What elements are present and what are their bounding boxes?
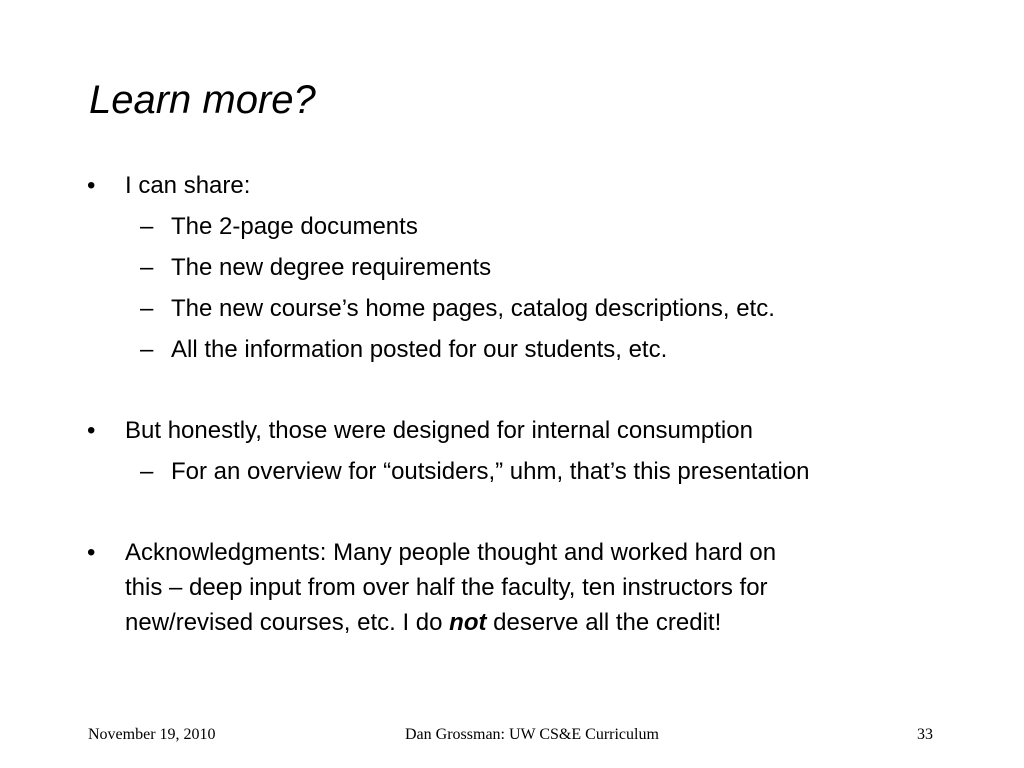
bullet-marker: •: [87, 417, 96, 444]
sub-bullet-marker: –: [140, 295, 154, 322]
bullet-marker: •: [87, 172, 96, 199]
bullet-text-line: [125, 605, 721, 640]
sub-bullet-text: The 2-page documents: [171, 213, 418, 240]
bullet-marker: •: [87, 539, 96, 566]
page-number: 33: [917, 726, 933, 743]
emphasis-text: not: [449, 609, 487, 636]
bullet-text-segment: deserve all the credit!: [486, 609, 722, 636]
bullet-text: I can share:: [125, 172, 251, 199]
sub-bullet-text: All the information posted for our students, etc.: [171, 336, 668, 363]
sub-bullet-text: For an overview for “outsiders,” uhm, that’s this presentation: [171, 458, 810, 485]
bullet-text-line: this – deep input from over half the faculty, ten instructors for: [125, 574, 768, 601]
bullet-text: But honestly, those were designed for internal consumption: [125, 417, 753, 444]
bullet-text-segment: new/revised courses, etc. I do: [125, 609, 450, 636]
footer-date: November 19, 2010: [88, 726, 216, 743]
sub-bullet-text: The new degree requirements: [171, 254, 492, 281]
sub-bullet-text: The new course’s home pages, catalog descriptions, etc.: [171, 295, 775, 322]
sub-bullet-marker: –: [140, 213, 154, 240]
sub-bullet-marker: –: [140, 254, 154, 281]
sub-bullet-marker: –: [140, 458, 154, 485]
slide-title: Learn more?: [89, 78, 316, 122]
sub-bullet-marker: –: [140, 336, 154, 363]
bullet-text-line: Acknowledgments: Many people thought and worked hard on: [125, 539, 777, 566]
footer-title: Dan Grossman: UW CS&E Curriculum: [405, 726, 659, 743]
